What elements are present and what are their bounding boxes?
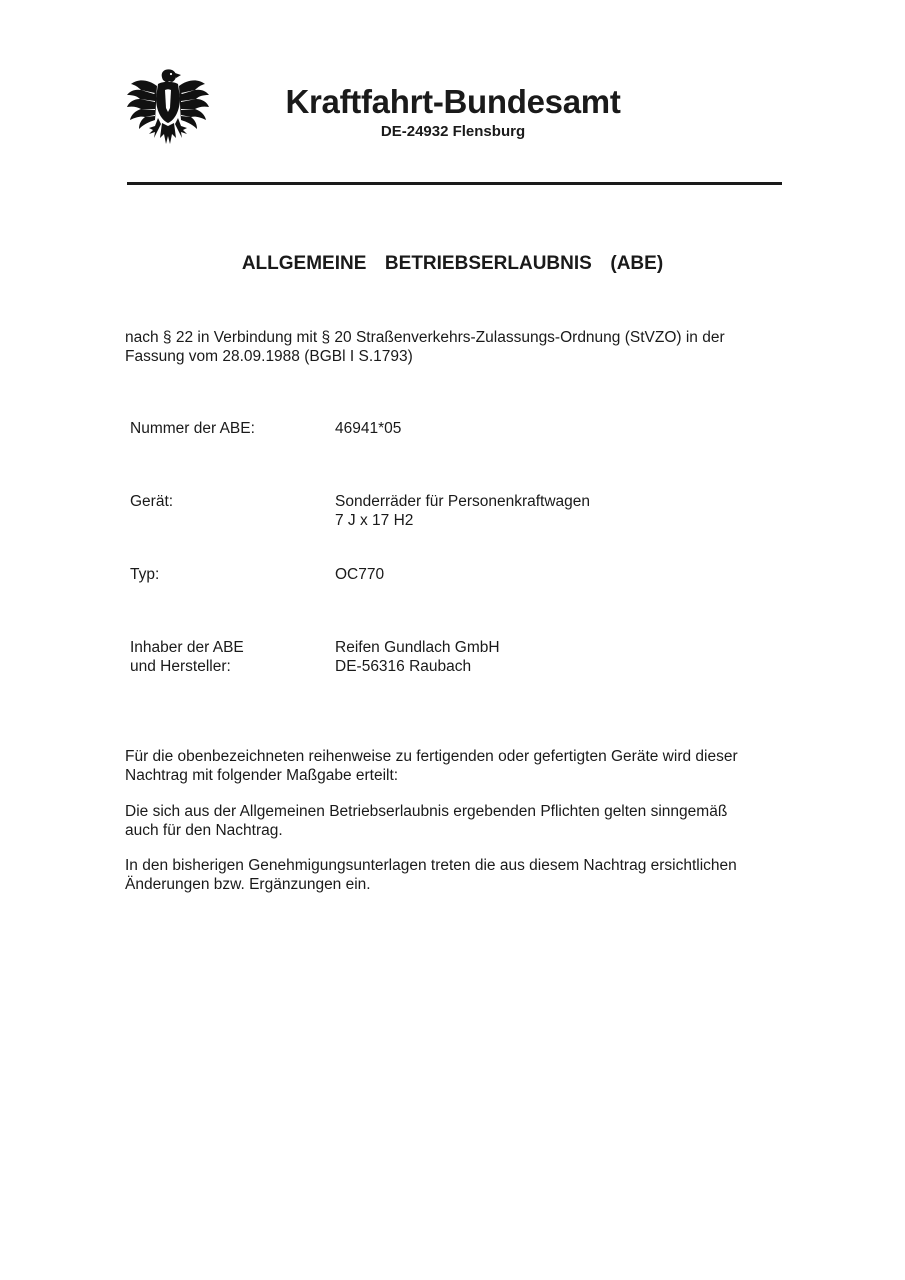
document-title: ALLGEMEINE BETRIEBSERLAUBNIS (ABE) [241,253,664,274]
body-paragraph-line: Für die obenbezeichneten reihenweise zu fertigenden oder gefertigten Geräte wird dieser [125,748,738,765]
holder-label-line: Inhaber der ABE [130,639,244,656]
body-paragraph [125,803,785,840]
legal-basis-text [125,329,785,366]
authority-address: DE-24932 Flensburg [380,123,526,140]
type-value: OC770 [335,566,385,583]
legal-basis-line: nach § 22 in Verbindung mit § 20 Straßenverkehrs-Zulassungs-Ordnung (StVZO) in der [125,329,725,346]
holder-label [130,639,244,676]
body-paragraph-line: Nachtrag mit folgender Maßgabe erteilt: [125,766,399,784]
authority-name: Kraftfahrt-Bundesamt [285,83,621,120]
abe-number-value: 46941*05 [335,420,402,437]
body-paragraph-line: Änderungen bzw. Ergänzungen ein. [125,875,371,893]
device-label: Gerät: [130,493,174,510]
holder-value-line: Reifen Gundlach GmbH [335,639,500,656]
device-value-line: Sonderräder für Personenkraftwagen [335,493,591,510]
type-label: Typ: [130,566,160,583]
body-paragraph-line: Die sich aus der Allgemeinen Betriebserlaubnis ergebenden Pflichten gelten sinngemäß [125,803,728,820]
body-paragraph-line: In den bisherigen Genehmigungsunterlagen treten die aus diesem Nachtrag ersichtlichen [125,857,737,874]
holder-label-line: und Hersteller: [130,657,231,675]
federal-eagle-icon [125,68,211,152]
device-value [335,493,590,530]
header-divider [127,182,782,185]
body-paragraph [125,748,785,785]
holder-value-line: DE-56316 Raubach [335,657,472,675]
body-paragraph-line: auch für den Nachtrag. [125,821,283,839]
holder-value [335,639,500,676]
abe-number-label: Nummer der ABE: [130,420,255,437]
body-paragraph [125,857,785,894]
device-value-line: 7 J x 17 H2 [335,511,414,529]
legal-basis-line: Fassung vom 28.09.1988 (BGBl I S.1793) [125,347,413,365]
